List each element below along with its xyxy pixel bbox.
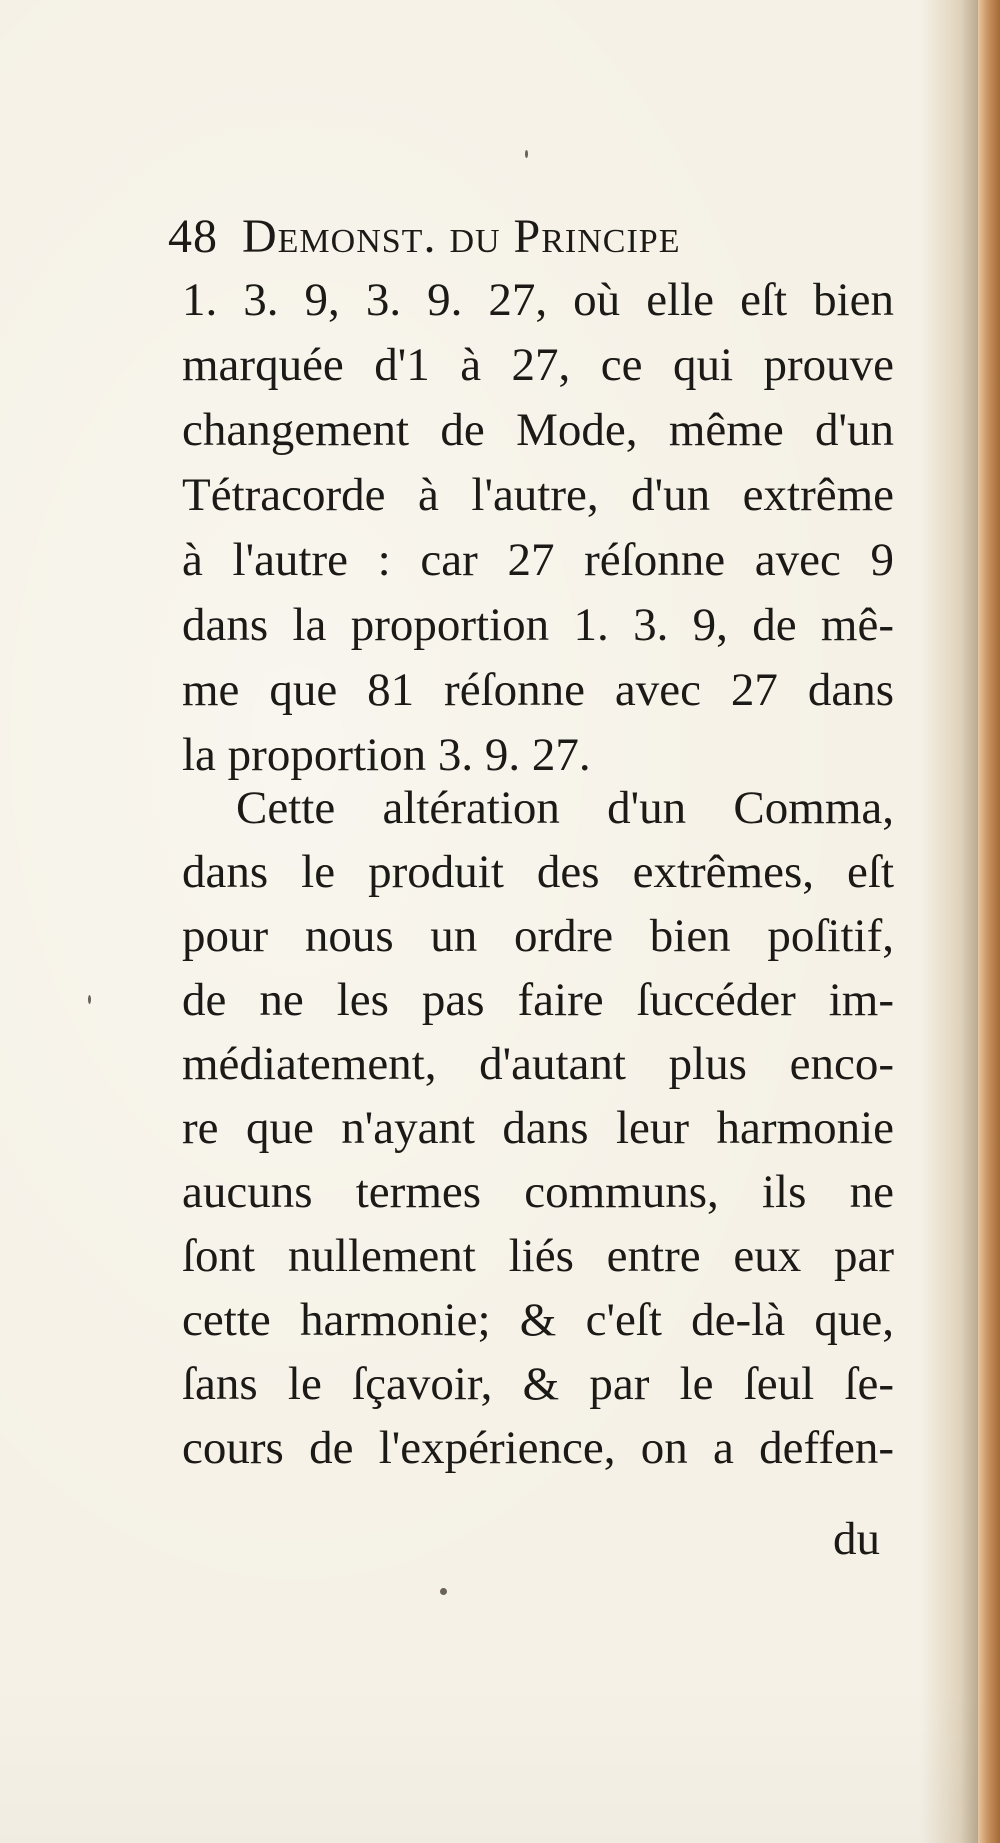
ink-speck: [525, 150, 528, 158]
text-line-15: aucuns termes communs, ils ne: [182, 1166, 894, 1218]
text-line-14: re que n'ayant dans leur harmonie: [182, 1102, 894, 1154]
text-line-16: ſont nullement liés entre eux par: [182, 1230, 894, 1282]
text-line-2: marquée d'1 à 27, ce qui prouve: [182, 339, 894, 391]
text-line-11: pour nous un ordre bien poſitif,: [182, 910, 894, 962]
text-line-19: cours de l'expérience, on a deffen-: [182, 1422, 894, 1474]
text-line-7: me que 81 réſonne avec 27 dans: [182, 664, 894, 716]
text-line-13: médiatement, d'autant plus enco-: [182, 1038, 894, 1090]
page-edge: [978, 0, 1000, 1843]
catchword: du: [833, 1513, 880, 1565]
text-line-12: de ne les pas faire ſuccéder im-: [182, 974, 894, 1026]
text-line-17: cette harmonie; & c'eſt de-là que,: [182, 1294, 894, 1346]
page-header: [168, 205, 868, 269]
ink-speck: [88, 995, 91, 1004]
text-line-8: la proportion 3. 9. 27.: [182, 729, 591, 781]
text-line-4: Tétracorde à l'autre, d'un extrême: [182, 469, 894, 521]
page-number: 48: [168, 210, 218, 263]
text-line-1: 1. 3. 9, 3. 9. 27, où elle eſt bien: [182, 274, 894, 326]
text-line-10: dans le produit des extrêmes, eſt: [182, 846, 894, 898]
ink-speck: [440, 1588, 447, 1595]
text-line-9: Cette altération d'un Comma,: [236, 782, 894, 834]
text-line-5: à l'autre : car 27 réſonne avec 9: [182, 534, 894, 586]
text-line-6: dans la proportion 1. 3. 9, de mê-: [182, 599, 894, 651]
page-shadow: [0, 1680, 990, 1843]
text-line-3: changement de Mode, même d'un: [182, 404, 894, 456]
running-head: Demonst. du Principe: [242, 210, 681, 263]
text-line-18: ſans le ſçavoir, & par le ſeul ſe-: [182, 1358, 894, 1410]
